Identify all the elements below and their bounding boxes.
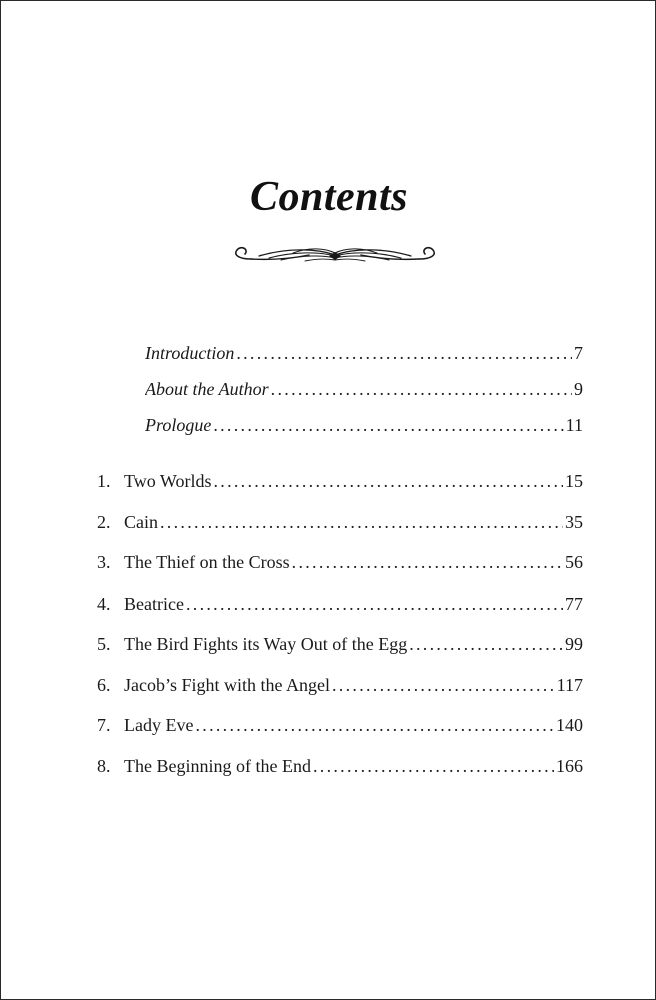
toc-entry-chapter-7[interactable] (97, 711, 583, 739)
chapter-number: 8. (97, 756, 111, 776)
toc-entry-page: 35 (565, 512, 583, 532)
toc-entry-label: Introduction (145, 343, 235, 363)
toc-entry-page: 77 (565, 594, 583, 614)
leader-dots (160, 508, 563, 536)
chapter-number: 7. (97, 715, 111, 735)
toc-entry-prologue[interactable] (145, 411, 583, 439)
toc-entry-label: The Thief on the Cross (124, 552, 290, 572)
toc-entry-about-the-author[interactable] (145, 375, 583, 403)
chapter-number: 3. (97, 552, 111, 572)
toc-entry-page: 11 (565, 415, 583, 435)
chapter-number: 6. (97, 675, 111, 695)
leader-dots (213, 467, 563, 495)
toc-entry-chapter-8[interactable] (97, 752, 583, 780)
toc-entry-page: 15 (565, 471, 583, 491)
toc-entry-page: 9 (574, 379, 583, 399)
leader-dots (236, 339, 572, 367)
toc-entry-chapter-6[interactable] (97, 671, 583, 699)
toc-entry-label: The Beginning of the End (124, 756, 311, 776)
toc-entry-page: 99 (565, 634, 583, 654)
leader-dots (313, 752, 554, 780)
toc-entry-chapter-5[interactable] (97, 630, 583, 658)
toc-entry-label: About the Author (145, 379, 269, 399)
leader-dots (409, 630, 563, 658)
toc-entry-introduction[interactable] (145, 339, 583, 367)
toc-entry-chapter-3[interactable] (97, 548, 583, 576)
leader-dots (332, 671, 555, 699)
toc-entry-chapter-4[interactable] (97, 590, 583, 618)
chapter-number: 2. (97, 512, 111, 532)
chapter-number: 1. (97, 471, 111, 491)
toc-entry-page: 7 (574, 343, 583, 363)
chapter-number: 4. (97, 594, 111, 614)
leader-dots (213, 411, 563, 439)
toc-entry-page: 140 (556, 715, 583, 735)
toc-entry-chapter-1[interactable] (97, 467, 583, 495)
toc-entry-label: The Bird Fights its Way Out of the Egg (124, 634, 408, 654)
leader-dots (186, 590, 563, 618)
toc-entry-label: Beatrice (124, 594, 184, 614)
toc-entry-label: Jacob’s Fight with the Angel (124, 675, 330, 695)
page-title: Contents (249, 174, 409, 220)
toc-entry-page: 166 (556, 756, 583, 776)
flourish-divider-icon (229, 241, 441, 271)
leader-dots (292, 548, 563, 576)
toc-entry-label: Lady Eve (124, 715, 194, 735)
toc-entry-chapter-2[interactable] (97, 508, 583, 536)
leader-dots (271, 375, 572, 403)
chapter-number: 5. (97, 634, 111, 654)
leader-dots (195, 711, 554, 739)
toc-entry-label: Prologue (145, 415, 212, 435)
toc-entry-label: Cain (124, 512, 158, 532)
toc-entry-label: Two Worlds (124, 471, 212, 491)
toc-entry-page: 117 (556, 675, 583, 695)
toc-entry-page: 56 (565, 552, 583, 572)
